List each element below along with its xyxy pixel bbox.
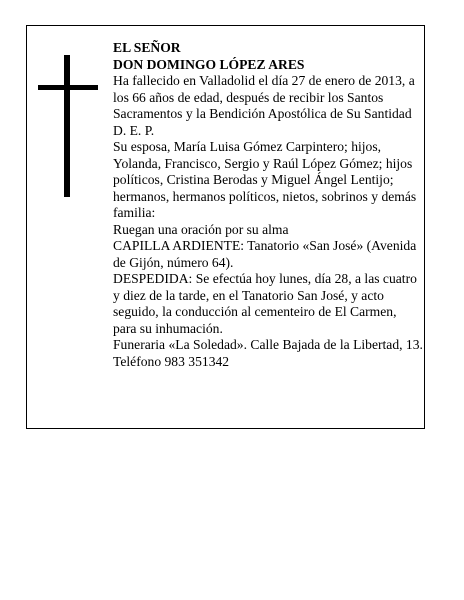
obituary-text [113, 40, 423, 370]
family-list: Su esposa, María Luisa Gómez Carpintero; hijos, Yolanda, Francisco, Sergio y Raúl López Gómez; hijos políticos, Cristina Berodas y Miguel Ángel Lentijo; hermanos, hermanos políticos, nietos, sobrinos y demás familia: [113, 139, 417, 220]
farewell-info: DESPEDIDA: Se efectúa hoy lunes, día 28, a las cuatro y diez de la tarde, en el Tanatorio San José, y acto seguido, la conducción al cementeiro de El Carmen, para su inhumación. [113, 271, 417, 336]
funeral-home-info: Funeraria «La Soledad». Calle Bajada de la Libertad, 13. Teléfono 983 351342 [113, 337, 423, 369]
prayer-request: Ruegan una oración por su alma [113, 221, 289, 237]
cross-icon [38, 55, 98, 197]
obituary-notice [26, 25, 425, 429]
chapel-info: CAPILLA ARDIENTE: Tanatorio «San José» (Avenida de Gijón, número 64). [113, 238, 417, 270]
cross-horizontal-bar [38, 85, 98, 90]
cross-vertical-bar [64, 55, 70, 197]
deceased-title: EL SEÑOR [113, 40, 181, 55]
death-announcement: Ha fallecido en Valladolid el día 27 de enero de 2013, a los 66 años de edad, después de recibir los Santos Sacramentos y la Bendición Apostólica de Su Santidad D. E. P. [113, 73, 415, 138]
deceased-name: DON DOMINGO LÓPEZ ARES [113, 56, 305, 72]
